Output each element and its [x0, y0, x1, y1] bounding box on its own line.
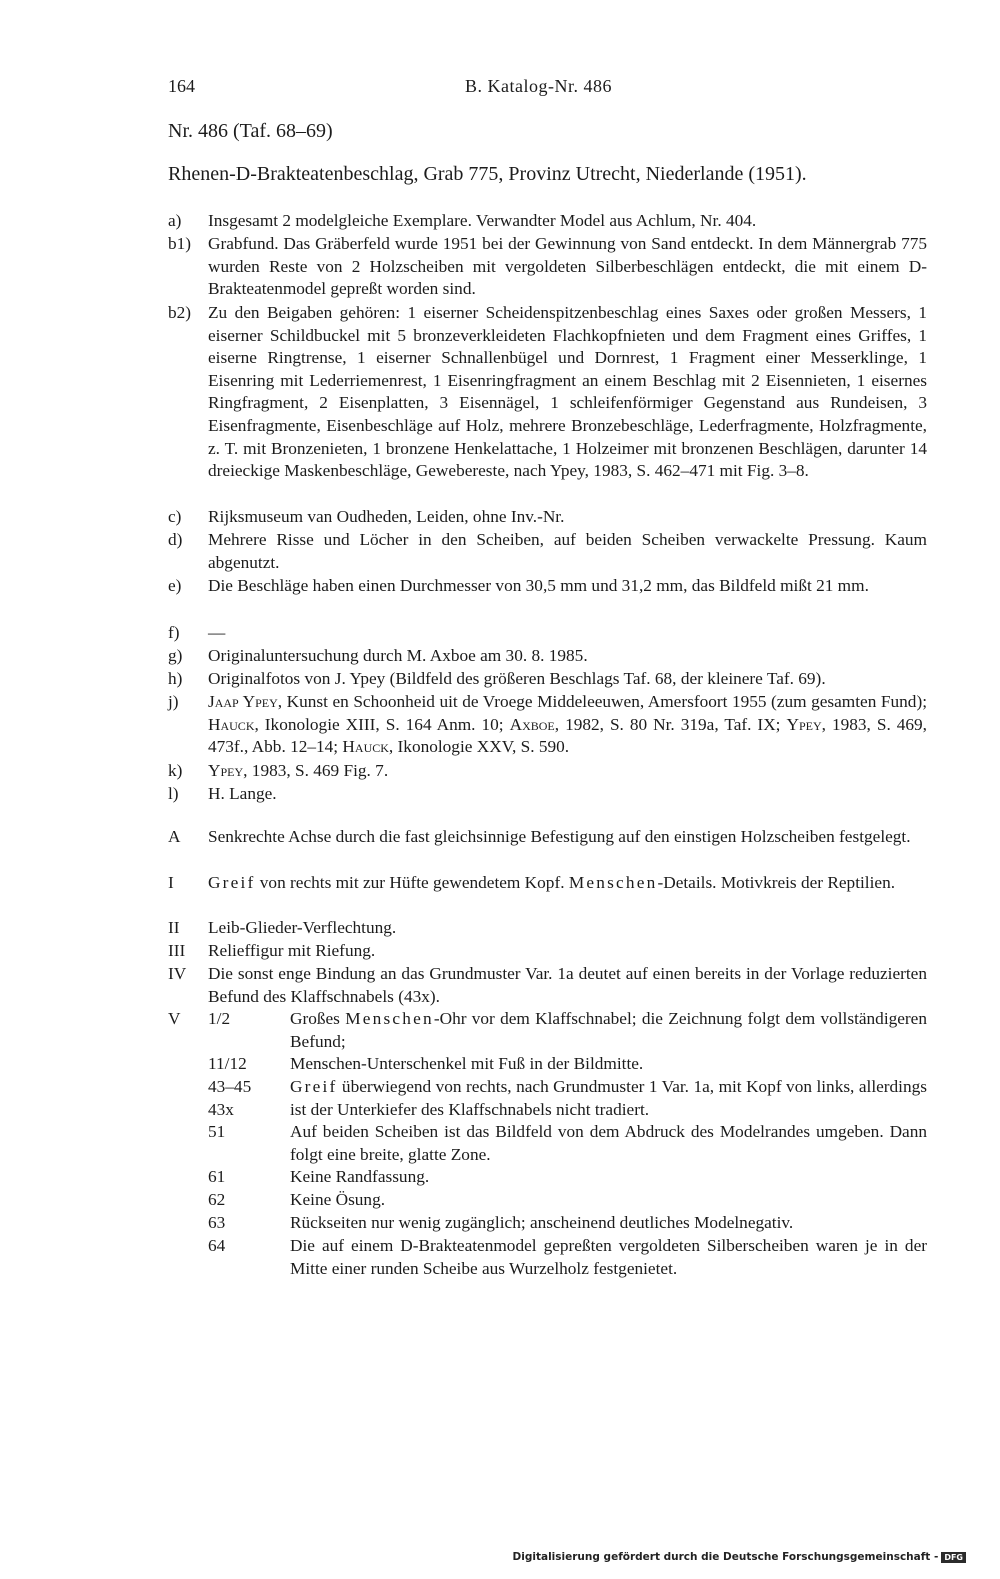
- v-text: Keine Randfassung.: [290, 1167, 430, 1186]
- emphasis-term: Greif: [208, 873, 256, 892]
- v-code: 11/12: [208, 1054, 247, 1073]
- footer-text: Digitalisierung gefördert durch die Deutsche Forschungsgemeinschaft -: [512, 1551, 939, 1563]
- text-span: -Ohr vor dem Klaffschnabel; die Zeichnung folgt dem vollständigeren Befund;: [290, 1009, 927, 1051]
- item-label: a): [168, 211, 182, 230]
- item-label: l): [168, 784, 179, 803]
- item-label: g): [168, 646, 183, 665]
- analysis-text: [208, 872, 927, 895]
- item-text: H. Lange.: [208, 784, 277, 803]
- emphasis-term: Greif: [290, 1077, 338, 1096]
- ref-text: , Ikonologie XXV, S. 590.: [388, 737, 570, 757]
- page-number: 164: [168, 76, 195, 96]
- ref-author: Ypey: [786, 714, 822, 734]
- ref-author: Axboe: [509, 714, 555, 734]
- v-code: 61: [208, 1167, 226, 1186]
- item-text: Rijksmuseum van Oudheden, Leiden, ohne Inv.-Nr.: [208, 507, 565, 526]
- ref-author: Ypey: [208, 761, 244, 780]
- ref-text: , 1982, S. 80 Nr. 319a, Taf. IX;: [554, 714, 787, 734]
- text-span: überwiegend von rechts, nach Grundmuster 1 Var. 1a, mit Kopf von links, allerdings ist der Unterkiefer des Klaffschnabels nicht tradiert.: [290, 1077, 927, 1119]
- text-span: von rechts mit zur Hüfte gewendetem Kopf.: [255, 873, 569, 892]
- item-label: e): [168, 576, 182, 595]
- item-label: b2): [168, 303, 192, 322]
- analysis-text: Relieffigur mit Riefung.: [208, 941, 376, 960]
- footer-credit: [513, 1551, 966, 1563]
- analysis-label: IV: [168, 964, 187, 983]
- ref-text: , 1983, S. 469, 473f., Abb. 12–14;: [208, 714, 928, 757]
- item-text: [208, 760, 927, 783]
- item-text: Insgesamt 2 modelgleiche Exemplare. Verwandter Model aus Achlum, Nr. 404.: [208, 211, 757, 230]
- item-label: j): [168, 692, 179, 711]
- v-code: 1/2: [208, 1009, 231, 1028]
- text-span: Großes: [290, 1009, 346, 1028]
- analysis-text: Leib-Glieder-Verflechtung.: [208, 918, 397, 937]
- item-label: c): [168, 507, 182, 526]
- item-text: Zu den Beigaben gehören: 1 eiserner Scheidenspitzenbeschlag eines Saxes oder großen Messers, 1 eiserner Schildbuckel mit 5 bronzeverkleideten Flachkopfnieten und dem Fragment eines Griffes, 1 eiserne Ringtrense, 1 eiserner Schnallenbügel und Dornrest, 1 Fragment einer Messerklinge, 1 Eisenring mit Lederriemenrest, 1 Eisenringfragment an einem Beschlag mit 2 Eisennieten, 1 eisernes Ringfragment, 2 Eisenplatten, 3 Eisennägel, 1 schleifenförmiger Gegenstand aus Rundeisen, 3 Eisenfragmente, Eisenbeschläge auf Holz, mehrere Bronzebeschläge, Lederfragmente, Holzfragmente, z. T. mit Bronzenieten, 1 bronzene Henkelattache, 1 Holzeimer mit bronzenen Beschlägen, darunter 14 dreieckige Maskenbeschläge, Gewebereste, nach Ypey, 1983, S. 462–471 mit Fig. 3–8.: [208, 303, 927, 481]
- ref-author: Hauck: [342, 737, 389, 757]
- item-text: Die Beschläge haben einen Durchmesser von 30,5 mm und 31,2 mm, das Bildfeld mißt 21 mm.: [208, 576, 869, 595]
- item-label: h): [168, 669, 183, 688]
- item-text: Mehrere Risse und Löcher in den Scheiben, auf beiden Scheiben verwackelte Pressung. Kaum abgenutzt.: [208, 530, 927, 572]
- item-label: f): [168, 623, 180, 642]
- analysis-label: A: [168, 827, 181, 846]
- entry-title: Nr. 486 (Taf. 68–69): [168, 120, 333, 142]
- section-v-label: V: [168, 1009, 181, 1028]
- item-text: Originaluntersuchung durch M. Axboe am 30. 8. 1985.: [208, 646, 588, 665]
- v-code: 64: [208, 1236, 226, 1255]
- analysis-text: Die sonst enge Bindung an das Grundmuster Var. 1a deutet auf einen bereits in der Vorlage reduzierten Befund des Klaffschnabels (43x).: [208, 964, 927, 1006]
- ref-text: , Ikonologie XIII, S. 164 Anm. 10;: [254, 714, 510, 734]
- v-text: Die auf einem D-Brakteatenmodel gepreßten vergoldeten Silberscheiben waren je in der Mitte einer runden Scheibe aus Wurzelholz festgenietet.: [290, 1236, 927, 1278]
- emphasis-term: Menschen: [568, 873, 658, 892]
- v-text: [290, 1008, 927, 1053]
- text-span: -Details. Motivkreis der Reptilien.: [657, 873, 896, 892]
- analysis-label: III: [168, 941, 186, 960]
- entry-subtitle: Rhenen-D-Brakteatenbeschlag, Grab 775, Provinz Utrecht, Niederlande (1951).: [168, 163, 807, 185]
- item-text: Grabfund. Das Gräberfeld wurde 1951 bei der Gewinnung von Sand entdeckt. In dem Männergrab 775 wurden Reste von 2 Holzscheiben mit vergoldeten Silberbeschlägen entdeckt, die mit einem D-Brakteatenmodel gepreßt worden sind.: [208, 234, 927, 299]
- item-text: Originalfotos von J. Ypey (Bildfeld des größeren Beschlags Taf. 68, der kleinere Taf. 69).: [208, 669, 826, 688]
- v-text: Rückseiten nur wenig zugänglich; anscheinend deutliches Modelnegativ.: [290, 1213, 794, 1232]
- dfg-logo-icon: DFG: [941, 1552, 966, 1563]
- v-text: Menschen-Unterschenkel mit Fuß in der Bildmitte.: [290, 1054, 644, 1073]
- v-code: 62: [208, 1190, 226, 1209]
- item-text: [208, 691, 927, 759]
- v-code-secondary: 43x: [208, 1099, 234, 1119]
- item-label: b1): [168, 234, 192, 253]
- analysis-text: Senkrechte Achse durch die fast gleichsinnige Befestigung auf den einstigen Holzscheiben festgelegt.: [208, 827, 911, 846]
- running-title: B. Katalog-Nr. 486: [465, 76, 612, 96]
- ref-author: Jaap Ypey: [208, 692, 278, 711]
- ref-text: , 1983, S. 469 Fig. 7.: [243, 761, 389, 780]
- v-code-primary: 43–45: [208, 1077, 252, 1096]
- ref-text: , Kunst en Schoonheid uit de Vroege Middeleeuwen, Amersfoort 1955 (zum gesamten Fund);: [277, 692, 927, 711]
- analysis-label: I: [168, 873, 174, 892]
- emphasis-term: Menschen: [345, 1009, 434, 1028]
- v-code: [208, 1076, 288, 1121]
- item-text: —: [208, 623, 226, 642]
- v-code: 51: [208, 1122, 226, 1141]
- v-text: [290, 1076, 927, 1121]
- item-label: k): [168, 761, 183, 780]
- analysis-label: II: [168, 918, 180, 937]
- v-text: Keine Ösung.: [290, 1190, 386, 1209]
- item-label: d): [168, 530, 183, 549]
- v-text: Auf beiden Scheiben ist das Bildfeld von dem Abdruck des Modelrandes umgeben. Dann folgt eine breite, glatte Zone.: [290, 1122, 927, 1164]
- ref-author: Hauck: [208, 714, 255, 734]
- v-code: 63: [208, 1213, 226, 1232]
